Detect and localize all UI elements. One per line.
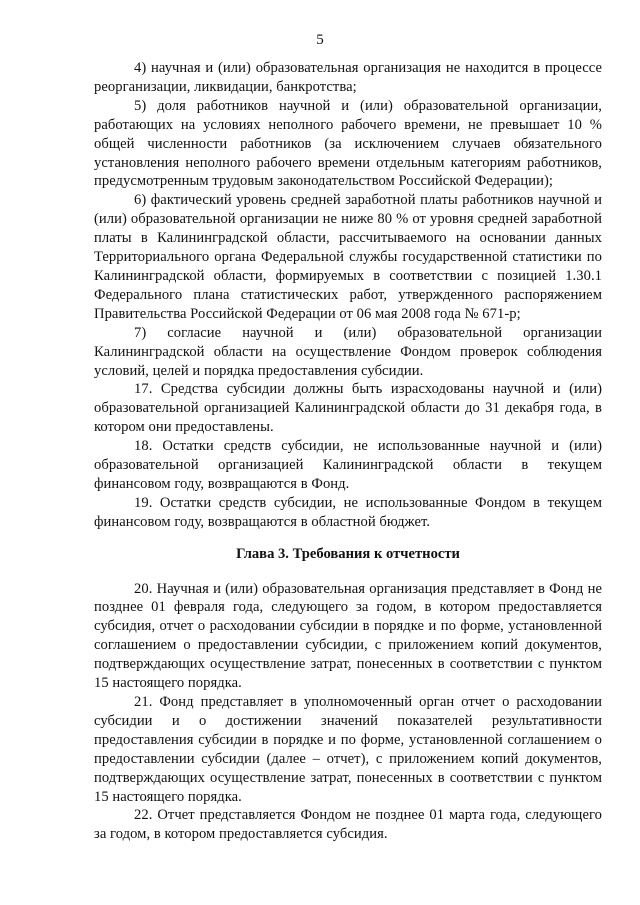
clause-21: 21. Фонд представляет в уполномоченный орган отчет о расходовании субсидии и о достижении значений показателей результативности предоставления субсидии в порядке и по форме, установленной соглашением о предоставлении субсидии (далее – отчет), с приложением копий документов, подтверждающих осуществление затрат, понесенных в соответствии с пунктом 15 настоящего порядка.	[94, 694, 602, 805]
item-4-condition: 4) научная и (или) образовательная организация не находится в процессе реорганизации, ликвидации, банкротства;	[94, 60, 602, 95]
clause-22: 22. Отчет представляется Фондом не позднее 01 марта года, следующего за годом, в котором предоставляется субсидия.	[94, 807, 602, 843]
clause-17: 17. Средства субсидии должны быть израсходованы научной и (или) образовательной организацией Калининградской области до 31 декабря года, в котором они предоставлены.	[94, 381, 602, 436]
item-7-condition: 7) согласие научной и (или) образовательной организации Калининградской области на осуществление Фондом проверок соблюдения условий, целей и порядка предоставления субсидии.	[94, 324, 602, 379]
chapter-heading: Глава 3. Требования к отчетности	[236, 545, 460, 562]
clause-20: 20. Научная и (или) образовательная организация представляет в Фонд не позднее 01 февраля года, следующего за годом, в котором предоставляется субсидия, отчет о расходовании субсидии в порядке и по форме, установленной соглашением о предоставлении субсидии, с приложением копий документов, подтверждающих осуществление затрат, понесенных в соответствии с пунктом 15 настоящего порядка.	[94, 580, 602, 692]
page-number: 5	[316, 32, 324, 48]
item-6-condition: 6) фактический уровень средней заработной платы работников научной и (или) образовательной организации не ниже 80 % от уровня средней заработной платы в Калининградской области, рассчитываемого на основании данных Территориального органа Федеральной службы государственной статистики по Калининградской области, формируемых в соответствии с позицией 1.30.1 Федерального плана статистических работ, утвержденного распоряжением Правительства Российской Федерации от 06 мая 2008 года № 671-р;	[94, 192, 602, 322]
document-body	[94, 59, 602, 844]
clause-19: 19. Остатки средств субсидии, не использованные Фондом в текущем финансовом году, возвращаются в областной бюджет.	[94, 494, 602, 530]
item-5-condition: 5) доля работников научной и (или) образовательной организации, работающих на условиях неполного рабочего времени, не превышает 10 % общей численности работников (за исключением случаев обязательного установления неполного рабочего времени отдельным категориям работников, предусмотренным трудовым законодательством Российской Федерации);	[94, 97, 602, 190]
clause-18: 18. Остатки средств субсидии, не использованные научной и (или) образовательной организацией Калининградской области в текущем финансовом году, возвращаются в Фонд.	[94, 438, 602, 492]
